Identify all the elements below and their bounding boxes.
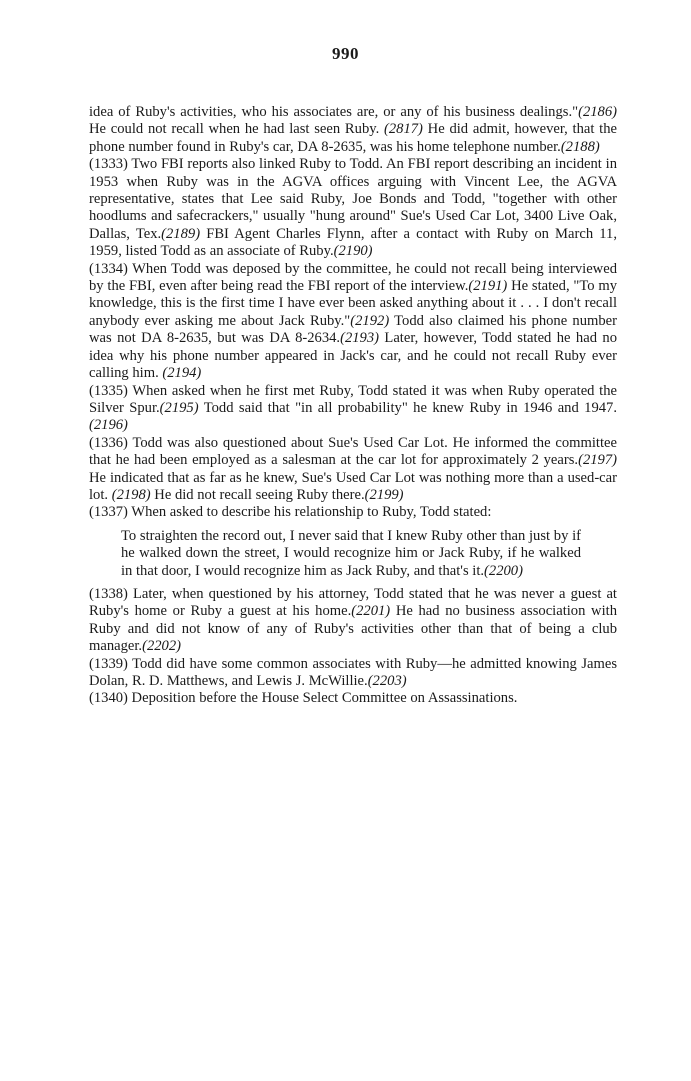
text-run: (1333) Two FBI reports also linked Ruby to Todd. An FBI report describing an incident in 1953 when Ruby was in the AGVA offices arguing with Vincent Lee, the AGVA representative, states that Lee said Ruby, Joe Bonds and Todd, "together with other hoodlums and safecrackers," usually "hung around" Sue's Used Car Lot, 3400 Live Oak, Dallas, Tex.: [89, 156, 617, 242]
footnote-reference: (2197): [578, 452, 617, 469]
text-run: He had no business association with Ruby and did not know of any of Ruby's activities other than that of being a club manager.: [89, 603, 617, 655]
text-run: He indicated that as far as he knew, Sue's Used Car Lot was nothing more than a used-car lot.: [89, 469, 617, 503]
footnote-reference: (2200): [484, 562, 523, 579]
paragraph-p1335: [89, 383, 617, 435]
body-text: [89, 104, 617, 708]
footnote-reference: (2191): [468, 278, 508, 295]
paragraph-p0: [89, 104, 617, 156]
text-run: FBI Agent Charles Flynn, after a contact with Ruby on March 11, 1959, listed Todd as an associate of Ruby.: [89, 225, 617, 260]
footnote-reference: (2817): [384, 121, 423, 138]
paragraph-p1340: [89, 690, 617, 707]
footnote-reference: (2186): [578, 104, 617, 120]
text-run: Todd also claimed his phone number was not DA 8-2635, but was DA 8-2634.: [89, 312, 618, 347]
text-run: He did not recall seeing Ruby there.: [150, 486, 365, 503]
paragraphs-before-quote: [89, 104, 617, 522]
footnote-reference: (2194): [162, 365, 202, 382]
paragraphs-after-quote: [89, 586, 617, 708]
paragraph-p1336: [89, 435, 617, 505]
text-run: (1335) When asked when he first met Ruby, Todd stated it was when Ruby operated the Silver Spur.: [89, 382, 617, 416]
footnote-reference: (2199): [364, 486, 404, 503]
footnote-reference: (2196): [89, 417, 128, 434]
text-run: Todd said that "in all probability" he knew Ruby in 1946 and 1947.: [198, 399, 617, 416]
text-run: (1340) Deposition before the House Select Committee on Assassinations.: [89, 690, 518, 707]
text-run: Later, however, Todd stated he had no idea why his phone number appeared in Jack's car, and he could not recall Ruby ever calling him.: [89, 330, 618, 382]
footnote-reference: (2189): [161, 225, 201, 242]
text-run: He stated, "To my knowledge, this is the first time I have ever been asked anything about it . . . I don't recall anybody ever asking me about Jack Ruby.": [89, 278, 617, 329]
footnote-reference: (2198): [111, 486, 151, 503]
block-quote: [121, 528, 581, 580]
text-run: He did admit, however, that the phone number found in Ruby's car, DA 8-2635, was his home telephone number.: [89, 121, 618, 155]
text-run: idea of Ruby's activities, who his associates are, or any of his business dealings.": [89, 104, 579, 120]
footnote-reference: (2188): [560, 138, 600, 155]
text-run: (1337) When asked to describe his relationship to Ruby, Todd stated:: [89, 504, 492, 521]
footnote-reference: (2202): [142, 638, 182, 655]
footnote-reference: (2192): [350, 312, 390, 329]
paragraph-p1334: [89, 261, 617, 383]
text-run: He could not recall when he had last seen Ruby.: [89, 121, 384, 138]
text-run: (1336) Todd was also questioned about Sue's Used Car Lot. He informed the committee that he had been employed as a salesman at the car lot for approximately 2 years.: [89, 434, 617, 469]
paragraph-p1339: [89, 656, 617, 691]
footnote-reference: (2193): [340, 330, 379, 347]
footnote-reference: (2190): [333, 243, 373, 260]
paragraph-p1337: [89, 504, 617, 521]
text-run: To straighten the record out, I never said that I knew Ruby other than just by if he walked down the street, I would recognize him or Jack Ruby, if he walked in that door, I would recognize him as Jack Ruby, and that's it.: [121, 527, 581, 579]
text-run: (1338) Later, when questioned by his attorney, Todd stated that he was never a guest at Ruby's home or Ruby a guest at his home.: [89, 585, 617, 620]
footnote-reference: (2201): [351, 603, 391, 620]
paragraph-p1333: [89, 156, 617, 260]
text-run: (1339) Todd did have some common associates with Ruby—he admitted knowing James Dolan, R. D. Matthews, and Lewis J. McWillie.: [89, 655, 617, 689]
paragraph-p1338: [89, 586, 617, 656]
text-run: (1334) When Todd was deposed by the committee, he could not recall being interviewed by the FBI, even after being read the FBI report of the interview.: [89, 260, 617, 295]
footnote-reference: (2203): [367, 673, 407, 689]
page-number: 990: [332, 44, 359, 63]
footnote-reference: (2195): [159, 399, 199, 416]
